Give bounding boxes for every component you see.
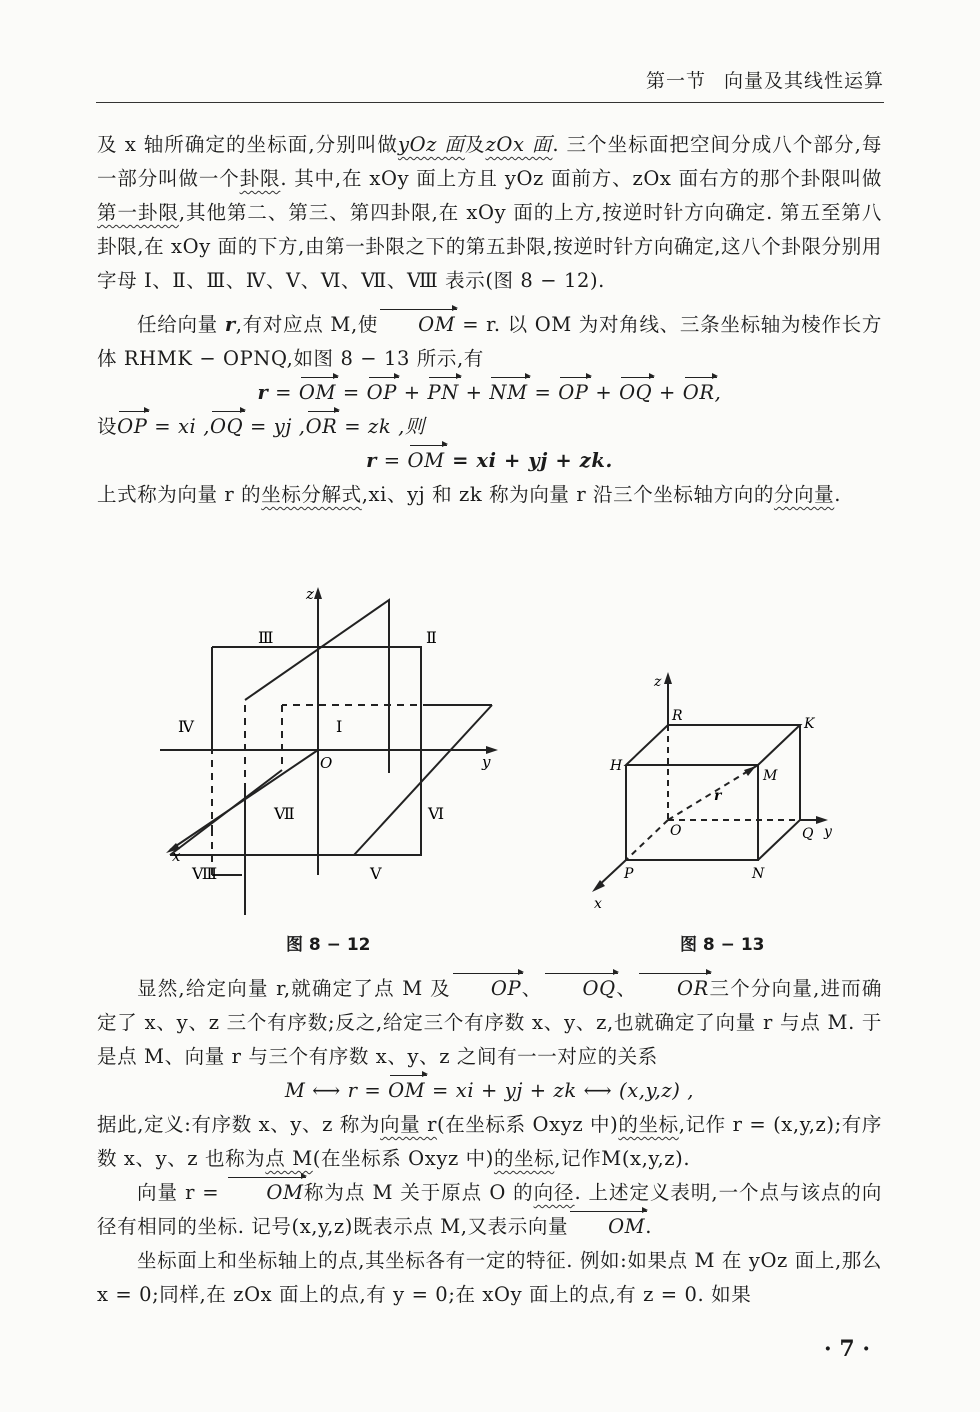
vec-pn: PN xyxy=(427,376,458,410)
p3-text-a: 上式称为向量 r 的 xyxy=(97,483,262,506)
p6-text-c: . 上述定义表明,一个点与该点的向径有相同的坐标. 记号(x,y,z)既表示点 M,又表示向量 xyxy=(97,1181,883,1238)
vec-oq: OQ xyxy=(543,972,616,1006)
eq1-r: r xyxy=(257,381,269,404)
fig12-origin-label: O xyxy=(320,754,333,772)
term-vector-r: 向量 r xyxy=(380,1113,438,1136)
vec-op: OP xyxy=(117,410,147,444)
fig12-octant-7: Ⅶ xyxy=(274,804,295,823)
header-title: 向量及其线性运算 xyxy=(723,70,884,92)
text-block-top xyxy=(97,128,882,512)
set-text-c: = yj , xyxy=(243,415,306,438)
p6-text-d: . xyxy=(645,1215,653,1238)
paragraph-radius-vector xyxy=(97,1176,882,1244)
term-coordinate-decomposition: 坐标分解式 xyxy=(261,483,362,506)
fig13-caption: 图 8 − 13 xyxy=(680,935,765,955)
vec-op: OP xyxy=(558,376,588,410)
equation-decomposition: r = OM = OP + PN + NM = OP + OQ + OR, xyxy=(97,376,882,410)
line-set-components xyxy=(97,410,882,444)
paragraph-vector-r xyxy=(97,308,882,376)
set-text-b: = xi , xyxy=(147,415,210,438)
p3-text-c: . xyxy=(834,483,842,506)
figure-box xyxy=(580,670,850,910)
paragraph-one-to-one xyxy=(97,972,882,1074)
fig13-x-label: x xyxy=(594,896,602,910)
figure-octants xyxy=(140,585,520,915)
vec-or: OR xyxy=(306,410,338,444)
fig12-octant-8: Ⅷ xyxy=(192,864,218,883)
vec-om: OM xyxy=(299,376,336,410)
term-point-coordinates: 的坐标 xyxy=(493,1147,555,1170)
fig13-origin-label: O xyxy=(670,823,682,839)
eq2-rhs: = xi + yj + zk. xyxy=(444,449,613,472)
p2-r: r xyxy=(224,313,236,336)
p1-text-c: . 三个坐标面把空间分成八个部分,每一部分叫做一个 xyxy=(97,133,882,190)
fig12-octant-1: Ⅰ xyxy=(336,717,343,736)
fig12-octant-5: Ⅴ xyxy=(370,864,382,883)
fig13-K-label: K xyxy=(804,716,815,732)
paragraph-decomposition-terms xyxy=(97,478,882,512)
p1-text-e: ,其他第二、第三、第四卦限,在 xOy 面的上方,按逆时针方向确定. 第五至第八卦限,在 xOy 面的下方,由第一卦限之下的第五卦限,按逆时针方向确定,这八个卦限分别用字母 Ⅰ、Ⅱ、Ⅲ、Ⅳ、Ⅴ、Ⅵ、Ⅶ、Ⅷ 表示(图 8 − 12). xyxy=(97,201,882,292)
fig12-caption: 图 8 − 12 xyxy=(286,935,371,955)
fig12-x-label: x xyxy=(172,847,181,865)
term-component-vectors: 分向量 xyxy=(773,483,835,506)
vec-oq: OQ xyxy=(619,376,652,410)
p4-text-a: 显然,给定向量 r,就确定了点 M 及 xyxy=(137,977,451,1000)
vec-nm: NM xyxy=(489,376,527,410)
set-text-a: 设 xyxy=(97,415,118,438)
p4-sep-1: 、 xyxy=(521,977,543,1000)
fig12-octant-6: Ⅵ xyxy=(428,804,445,823)
vec-op: OP xyxy=(451,972,521,1006)
term-first-octant: 第一卦限 xyxy=(97,201,179,224)
equation-correspondence xyxy=(97,1074,882,1108)
fig13-H-label: H xyxy=(610,758,623,774)
fig13-Q-label: Q xyxy=(802,826,814,842)
p1-text-a: 及 x 轴所确定的坐标面,分别叫做 xyxy=(97,133,398,156)
page-number: · 7 · xyxy=(824,1336,870,1362)
fig13-z-label: z xyxy=(654,674,662,690)
p2-text-b: ,有对应点 M,使 xyxy=(235,313,379,336)
fig13-R-label: R xyxy=(672,708,683,724)
running-header xyxy=(96,66,884,103)
header-section: 第一节 xyxy=(645,70,706,92)
set-text-d: = zk ,则 xyxy=(337,415,425,438)
p5-text-d: (在坐标系 Oxyz 中) xyxy=(312,1147,494,1170)
term-octant: 卦限 xyxy=(239,167,281,190)
fig13-M-label: M xyxy=(763,768,778,784)
p5-text-b: (在坐标系 Oxyz 中) xyxy=(437,1113,619,1136)
p5-text-e: ,记作M(x,y,z). xyxy=(554,1147,691,1170)
p1-text-d: . 其中,在 xOy 面上方且 yOz 面前方、zOx 面右方的那个卦限叫做 xyxy=(280,167,882,190)
paragraph-octants xyxy=(97,128,882,298)
eq3-text-a: M ⟷ r = xyxy=(284,1079,389,1102)
vec-or: OR xyxy=(637,972,709,1006)
p6-text-a: 向量 r = xyxy=(137,1181,227,1204)
eq3-text-b: = xi + yj + zk ⟷ (x,y,z) , xyxy=(425,1079,695,1102)
vec-oq: OQ xyxy=(210,410,243,444)
p6-text-b: 称为点 M 关于原点 O 的 xyxy=(303,1181,534,1204)
text-block-bottom xyxy=(97,972,882,1312)
paragraph-coordinate-features: 坐标面上和坐标轴上的点,其坐标各有一定的特征. 例如:如果点 M 在 yOz 面上,那么 x = 0;同样,在 zOx 面上的点,有 y = 0;在 xOy 面上的点,有 z = 0. 如果 xyxy=(97,1249,882,1306)
fig12-octant-4: Ⅳ xyxy=(178,717,194,736)
paragraph-definition xyxy=(97,1108,882,1176)
p3-text-b: ,xi、yj 和 zk 称为向量 r 沿三个坐标轴方向的 xyxy=(361,483,774,506)
fig12-y-label: y xyxy=(482,753,491,771)
fig12-octant-3: Ⅲ xyxy=(258,628,274,647)
p2-text-a: 任给向量 xyxy=(137,313,225,336)
fig13-N-label: N xyxy=(752,866,765,882)
fig13-y-label: y xyxy=(824,824,832,840)
equation-coordinate-decomposition: r = OM = xi + yj + zk. xyxy=(97,444,882,478)
p1-text-b: 及 xyxy=(464,133,486,156)
term-radius-vector: 向径 xyxy=(533,1181,575,1204)
p5-text-a: 据此,定义:有序数 x、y、z 称为 xyxy=(97,1113,381,1136)
vec-om: OM xyxy=(226,1176,303,1210)
vec-or: OR xyxy=(683,376,715,410)
term-yoz-plane: yOz 面 xyxy=(397,133,465,156)
vec-om: OM xyxy=(408,444,445,478)
fig12-z-label: z xyxy=(306,585,314,603)
term-point-m: 点 M xyxy=(265,1147,313,1170)
p2-text-c: = r. 以 OM 为对角线、三条坐标轴为棱作长方体 RHMK − OPNQ,如图 8 − 13 所示,有 xyxy=(97,313,883,370)
vec-om: OM xyxy=(568,1210,645,1244)
eq2-r: r xyxy=(366,449,377,472)
vec-om: OM xyxy=(378,308,455,342)
fig13-r-label: r xyxy=(714,788,722,804)
vec-op: OP xyxy=(367,376,397,410)
p4-sep-2: 、 xyxy=(615,977,638,1000)
fig12-octant-2: Ⅱ xyxy=(426,628,437,647)
p4-text-b: 三个分向量,进而确定了 x、y、z 三个有序数;反之,给定三个有序数 x、y、z,也就确定了向量 r 与点 M. 于是点 M、向量 r 与三个有序数 x、y、z 之间有一一对应的关系 xyxy=(97,977,882,1068)
vec-om: OM xyxy=(388,1074,425,1108)
term-vector-coordinates: 的坐标 xyxy=(618,1113,679,1136)
term-zox-plane: zOx 面 xyxy=(485,133,553,156)
fig13-P-label: P xyxy=(624,866,634,882)
p5-text-c: ,记作 r = (x,y,z);有序数 x、y、z 也称为 xyxy=(97,1113,883,1170)
